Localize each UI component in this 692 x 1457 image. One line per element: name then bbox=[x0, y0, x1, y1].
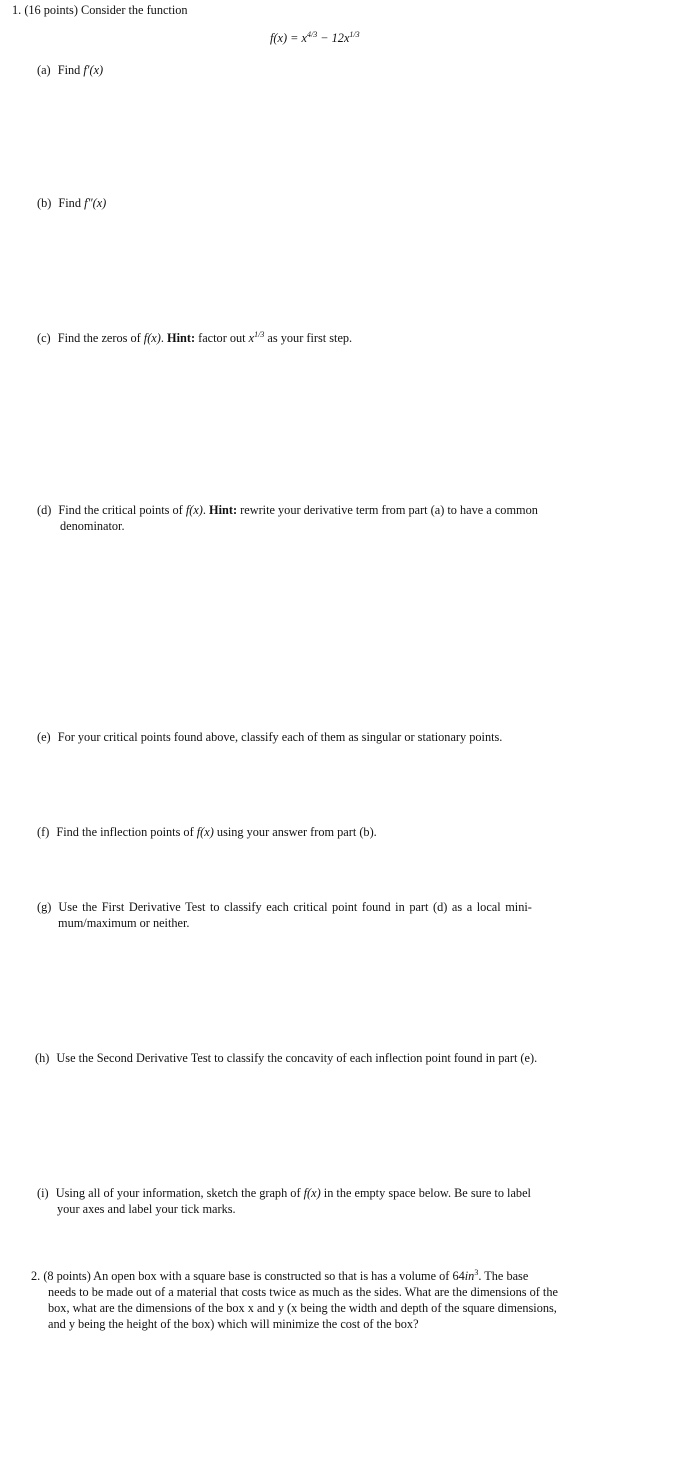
part-text: Find the critical points of bbox=[58, 503, 186, 517]
part-math: f(x) bbox=[196, 825, 214, 839]
part-math: f″(x) bbox=[84, 196, 107, 210]
eq-mid: − 12x bbox=[317, 31, 350, 45]
q2-exp: 3 bbox=[474, 1268, 479, 1277]
q1-number: 1. bbox=[12, 3, 22, 17]
part-label: (d) bbox=[37, 503, 52, 517]
q2-number: 2. bbox=[31, 1269, 41, 1283]
eq-exp1: 4/3 bbox=[306, 30, 318, 39]
part-math: f(x) bbox=[185, 503, 203, 517]
part-label: (c) bbox=[37, 331, 51, 345]
part-text: in the empty space below. Be sure to label bbox=[320, 1186, 531, 1200]
part-b bbox=[37, 195, 106, 211]
part-text: Use the Second Derivative Test to classify the concavity of each inflection point found in part (e). bbox=[56, 1051, 538, 1065]
q1-equation bbox=[270, 30, 360, 46]
part-text: Find the inflection points of bbox=[56, 825, 197, 839]
part-text: Use the First Derivative Test to classify each critical point found in part (d) as a local mini- bbox=[58, 900, 532, 914]
part-f bbox=[37, 824, 377, 840]
part-text: . bbox=[160, 331, 168, 345]
q2-line2: needs to be made out of a material that costs twice as much as the sides. What are the dimensions of the bbox=[48, 1285, 558, 1299]
part-text-line2: mum/maximum or neither. bbox=[58, 916, 190, 930]
q2-text: (8 points) An open box with a square base is constructed so that is has a volume of 64 bbox=[43, 1269, 465, 1283]
hint-label: Hint: bbox=[209, 503, 238, 517]
part-text: Find bbox=[57, 63, 84, 77]
part-text: . bbox=[202, 503, 210, 517]
q2 bbox=[31, 1268, 656, 1332]
q1-header bbox=[12, 2, 188, 18]
part-text: factor out bbox=[195, 331, 249, 345]
part-text: Find bbox=[58, 196, 85, 210]
part-a bbox=[37, 62, 103, 78]
part-label: (a) bbox=[37, 63, 51, 77]
q2-math: in bbox=[464, 1269, 475, 1283]
part-text: Using all of your information, sketch the graph of bbox=[55, 1186, 304, 1200]
q2-line4: and y being the height of the box) which will minimize the cost of the box? bbox=[48, 1317, 419, 1331]
part-math: x bbox=[248, 331, 255, 345]
part-label: (i) bbox=[37, 1186, 49, 1200]
part-label: (e) bbox=[37, 730, 51, 744]
part-c bbox=[37, 330, 352, 346]
part-label: (g) bbox=[37, 900, 52, 914]
q1-intro: (16 points) Consider the function bbox=[24, 3, 188, 17]
part-math: f(x) bbox=[303, 1186, 321, 1200]
part-math: f(x) bbox=[143, 331, 161, 345]
part-text-line2: your axes and label your tick marks. bbox=[57, 1202, 236, 1216]
part-label: (f) bbox=[37, 825, 50, 839]
part-text: rewrite your derivative term from part (a) to have a common bbox=[237, 503, 538, 517]
part-text: using your answer from part (b). bbox=[213, 825, 377, 839]
part-text: as your first step. bbox=[264, 331, 353, 345]
part-label: (h) bbox=[35, 1051, 50, 1065]
hint-label: Hint: bbox=[167, 331, 196, 345]
q2-line3: box, what are the dimensions of the box x and y (x being the width and depth of the square dimensions, bbox=[48, 1301, 557, 1315]
part-text-line2: denominator. bbox=[60, 519, 125, 533]
part-text: For your critical points found above, classify each of them as singular or stationary points. bbox=[57, 730, 503, 744]
eq-lhs: f(x) = x bbox=[270, 31, 307, 45]
part-h bbox=[35, 1050, 537, 1066]
part-i bbox=[37, 1185, 647, 1217]
part-math: f′(x) bbox=[83, 63, 104, 77]
part-d bbox=[37, 502, 647, 534]
q2-text: . The base bbox=[478, 1269, 529, 1283]
eq-exp2: 1/3 bbox=[349, 30, 360, 39]
part-e bbox=[37, 729, 502, 745]
part-text: Find the zeros of bbox=[57, 331, 144, 345]
part-label: (b) bbox=[37, 196, 52, 210]
part-g bbox=[37, 899, 647, 931]
part-exp: 1/3 bbox=[254, 330, 265, 339]
